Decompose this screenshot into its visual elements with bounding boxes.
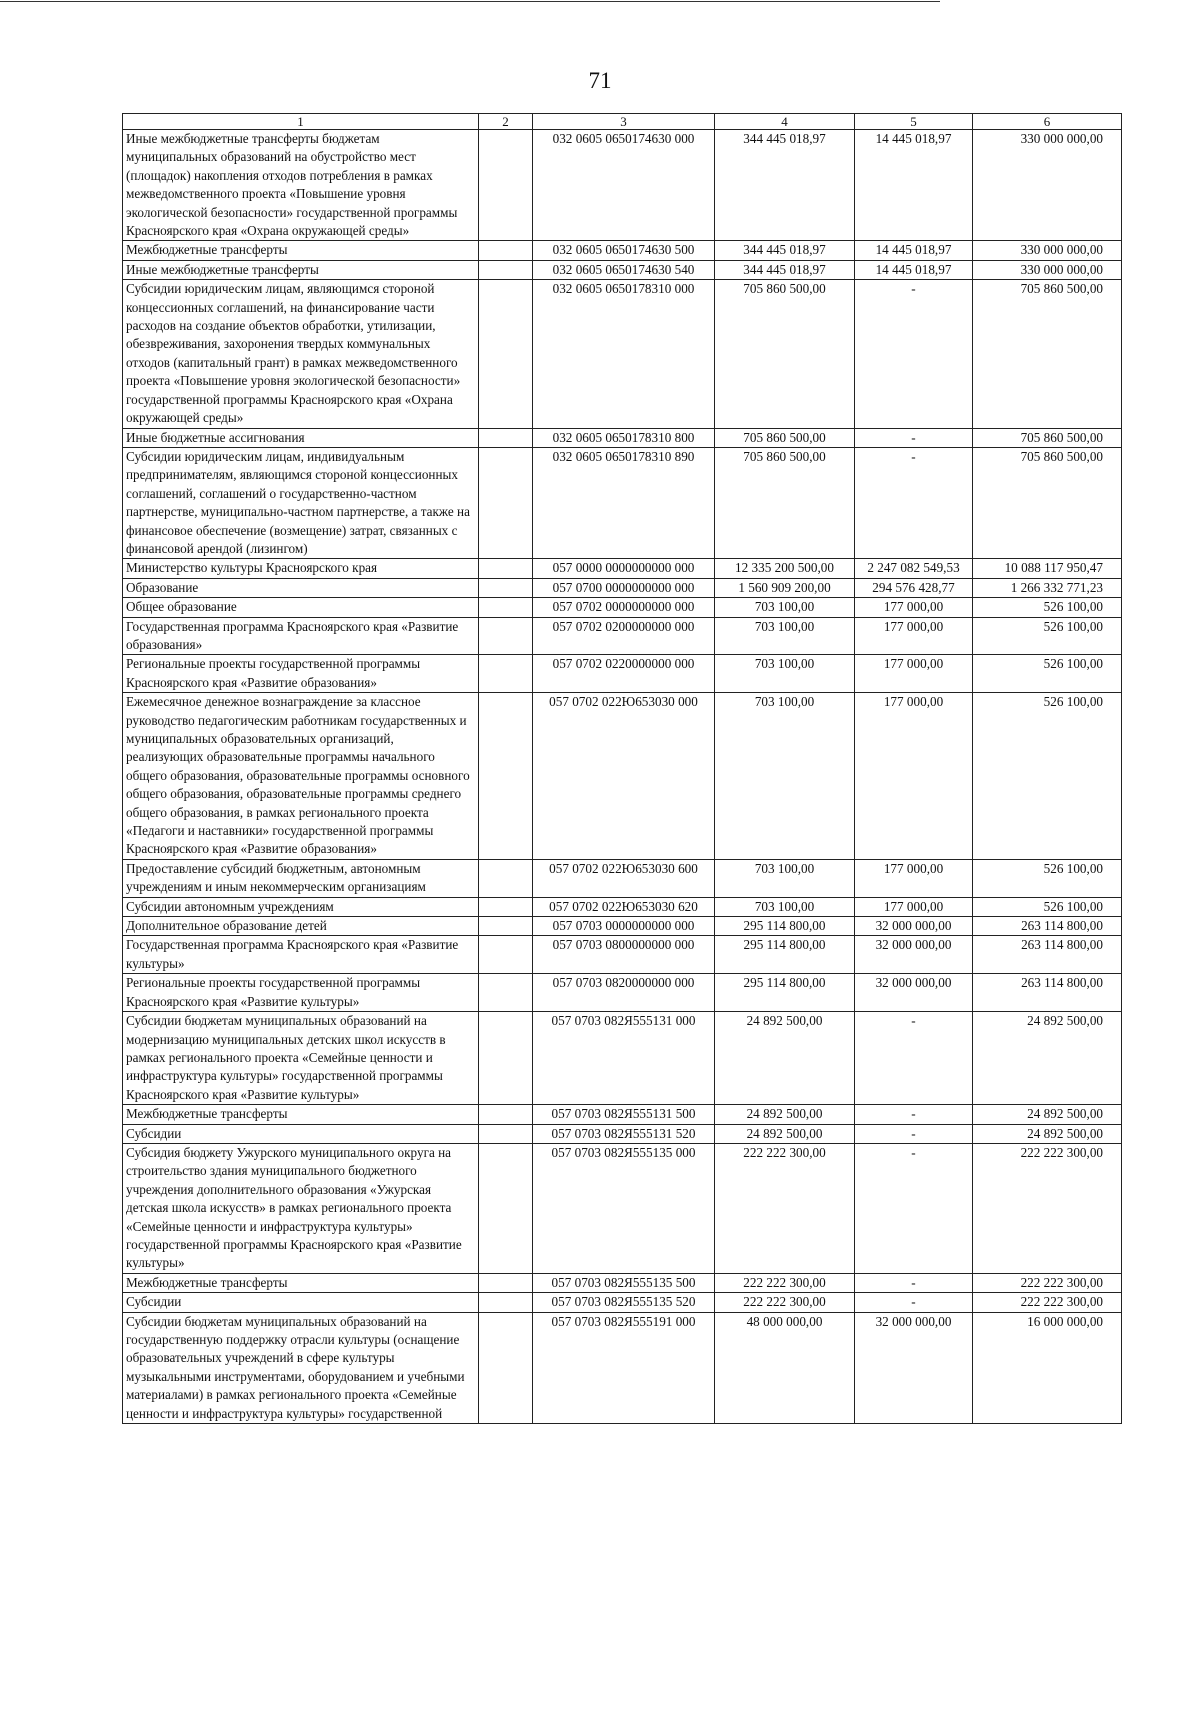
row-name-cell: Субсидии юридическим лицам, являющимся стороной концессионных соглашений, на финансирование части расходов на создание объектов обработки, утилизации, обезвреживания, захоронения твердых коммунальных отходов (капитальный грант) в рамках межведомственного проекта «Повышение уровня экологической безопасности» государственной программы Красноярского края «Охрана окружающей среды» bbox=[123, 280, 479, 428]
row-value-col6: 526 100,00 bbox=[973, 598, 1122, 617]
row-col2-cell bbox=[479, 428, 533, 447]
row-value-col4: 705 860 500,00 bbox=[715, 280, 855, 428]
row-code-cell: 057 0703 0820000000 000 bbox=[533, 974, 715, 1012]
row-col2-cell bbox=[479, 1273, 533, 1292]
row-name-cell: Субсидии бюджетам муниципальных образований на государственную поддержку отрасли культуры (оснащение образовательных учреждений в сфере культуры музыкальными инструментами, оборудованием и учебными материалами) в рамках регионального проекта «Семейные ценности и инфраструктура культуры» государственной bbox=[123, 1312, 479, 1423]
row-name-cell: Образование bbox=[123, 578, 479, 597]
row-value-col6: 263 114 800,00 bbox=[973, 974, 1122, 1012]
row-col2-cell bbox=[479, 897, 533, 916]
column-number: 4 bbox=[715, 114, 855, 130]
column-number: 5 bbox=[855, 114, 973, 130]
row-col2-cell bbox=[479, 936, 533, 974]
row-code-cell: 032 0605 0650178310 000 bbox=[533, 280, 715, 428]
row-value-col5: - bbox=[855, 447, 973, 558]
column-number: 1 bbox=[123, 114, 479, 130]
row-col2-cell bbox=[479, 578, 533, 597]
row-value-col5: 177 000,00 bbox=[855, 897, 973, 916]
row-value-col6: 263 114 800,00 bbox=[973, 936, 1122, 974]
row-value-col4: 24 892 500,00 bbox=[715, 1012, 855, 1105]
row-col2-cell bbox=[479, 280, 533, 428]
column-number: 3 bbox=[533, 114, 715, 130]
row-name-cell: Межбюджетные трансферты bbox=[123, 1273, 479, 1292]
row-col2-cell bbox=[479, 859, 533, 897]
row-value-col6: 526 100,00 bbox=[973, 897, 1122, 916]
row-value-col4: 703 100,00 bbox=[715, 598, 855, 617]
row-col2-cell bbox=[479, 693, 533, 860]
row-value-col4: 705 860 500,00 bbox=[715, 447, 855, 558]
table-row bbox=[123, 598, 1122, 617]
row-value-col4: 703 100,00 bbox=[715, 859, 855, 897]
row-value-col5: 32 000 000,00 bbox=[855, 936, 973, 974]
page-number: 71 bbox=[588, 68, 612, 93]
table-row bbox=[123, 1124, 1122, 1143]
column-number: 2 bbox=[479, 114, 533, 130]
table-row bbox=[123, 1143, 1122, 1273]
table-row bbox=[123, 897, 1122, 916]
row-name-cell: Субсидия бюджету Ужурского муниципального округа на строительство здания муниципального бюджетного учреждения дополнительного образования «Ужурская детская школа искусств» в рамках регионального проекта «Семейные ценности и инфраструктура культуры» государственной программы Красноярского края «Развитие культуры» bbox=[123, 1143, 479, 1273]
row-value-col5: - bbox=[855, 1012, 973, 1105]
row-value-col5: - bbox=[855, 280, 973, 428]
table-row bbox=[123, 859, 1122, 897]
row-code-cell: 057 0703 082Я555191 000 bbox=[533, 1312, 715, 1423]
row-code-cell: 057 0702 0220000000 000 bbox=[533, 655, 715, 693]
row-value-col6: 10 088 117 950,47 bbox=[973, 559, 1122, 578]
row-col2-cell bbox=[479, 1312, 533, 1423]
row-value-col4: 344 445 018,97 bbox=[715, 260, 855, 279]
row-value-col5: 32 000 000,00 bbox=[855, 974, 973, 1012]
table-row bbox=[123, 1312, 1122, 1423]
column-number-row bbox=[123, 114, 1122, 130]
row-code-cell: 057 0703 0000000000 000 bbox=[533, 917, 715, 936]
row-name-cell: Иные межбюджетные трансферты bbox=[123, 260, 479, 279]
row-value-col6: 705 860 500,00 bbox=[973, 447, 1122, 558]
row-value-col6: 705 860 500,00 bbox=[973, 280, 1122, 428]
row-name-cell: Межбюджетные трансферты bbox=[123, 241, 479, 260]
table-row bbox=[123, 260, 1122, 279]
row-value-col4: 703 100,00 bbox=[715, 617, 855, 655]
table-row bbox=[123, 428, 1122, 447]
row-value-col5: 294 576 428,77 bbox=[855, 578, 973, 597]
table-row bbox=[123, 559, 1122, 578]
row-value-col6: 24 892 500,00 bbox=[973, 1012, 1122, 1105]
row-value-col4: 222 222 300,00 bbox=[715, 1273, 855, 1292]
row-value-col4: 12 335 200 500,00 bbox=[715, 559, 855, 578]
row-code-cell: 032 0605 0650174630 500 bbox=[533, 241, 715, 260]
row-value-col5: 14 445 018,97 bbox=[855, 241, 973, 260]
row-name-cell: Государственная программа Красноярского края «Развитие культуры» bbox=[123, 936, 479, 974]
table-row bbox=[123, 130, 1122, 241]
row-value-col4: 24 892 500,00 bbox=[715, 1124, 855, 1143]
row-value-col4: 24 892 500,00 bbox=[715, 1105, 855, 1124]
table-row bbox=[123, 1105, 1122, 1124]
row-col2-cell bbox=[479, 1293, 533, 1312]
row-code-cell: 057 0700 0000000000 000 bbox=[533, 578, 715, 597]
row-value-col4: 222 222 300,00 bbox=[715, 1143, 855, 1273]
row-value-col6: 24 892 500,00 bbox=[973, 1105, 1122, 1124]
row-code-cell: 057 0000 0000000000 000 bbox=[533, 559, 715, 578]
row-col2-cell bbox=[479, 559, 533, 578]
row-col2-cell bbox=[479, 130, 533, 241]
table-row bbox=[123, 1273, 1122, 1292]
row-value-col4: 344 445 018,97 bbox=[715, 241, 855, 260]
row-value-col4: 295 114 800,00 bbox=[715, 974, 855, 1012]
row-value-col5: - bbox=[855, 1143, 973, 1273]
row-col2-cell bbox=[479, 974, 533, 1012]
row-value-col6: 330 000 000,00 bbox=[973, 260, 1122, 279]
row-value-col4: 703 100,00 bbox=[715, 897, 855, 916]
row-value-col6: 222 222 300,00 bbox=[973, 1143, 1122, 1273]
row-col2-cell bbox=[479, 1143, 533, 1273]
row-code-cell: 057 0703 082Я555131 520 bbox=[533, 1124, 715, 1143]
row-value-col5: 177 000,00 bbox=[855, 859, 973, 897]
row-name-cell: Предоставление субсидий бюджетным, автономным учреждениям и иным некоммерческим организациям bbox=[123, 859, 479, 897]
row-name-cell: Региональные проекты государственной программы Красноярского края «Развитие образования» bbox=[123, 655, 479, 693]
row-value-col5: - bbox=[855, 1124, 973, 1143]
row-value-col4: 705 860 500,00 bbox=[715, 428, 855, 447]
row-col2-cell bbox=[479, 917, 533, 936]
row-code-cell: 057 0703 082Я555135 000 bbox=[533, 1143, 715, 1273]
row-name-cell: Субсидии bbox=[123, 1293, 479, 1312]
row-name-cell: Межбюджетные трансферты bbox=[123, 1105, 479, 1124]
row-value-col4: 222 222 300,00 bbox=[715, 1293, 855, 1312]
row-value-col6: 24 892 500,00 bbox=[973, 1124, 1122, 1143]
row-value-col5: - bbox=[855, 1293, 973, 1312]
table-row bbox=[123, 936, 1122, 974]
row-value-col4: 703 100,00 bbox=[715, 655, 855, 693]
row-value-col5: 177 000,00 bbox=[855, 655, 973, 693]
row-value-col5: 32 000 000,00 bbox=[855, 1312, 973, 1423]
table-row bbox=[123, 241, 1122, 260]
row-value-col6: 263 114 800,00 bbox=[973, 917, 1122, 936]
row-value-col5: - bbox=[855, 1105, 973, 1124]
row-code-cell: 057 0703 082Я555131 000 bbox=[533, 1012, 715, 1105]
column-number: 6 bbox=[973, 114, 1122, 130]
row-value-col4: 1 560 909 200,00 bbox=[715, 578, 855, 597]
row-value-col5: - bbox=[855, 428, 973, 447]
row-col2-cell bbox=[479, 260, 533, 279]
table-row bbox=[123, 447, 1122, 558]
row-code-cell: 057 0702 022Ю653030 000 bbox=[533, 693, 715, 860]
row-code-cell: 032 0605 0650174630 540 bbox=[533, 260, 715, 279]
row-name-cell: Иные бюджетные ассигнования bbox=[123, 428, 479, 447]
row-name-cell: Субсидии бюджетам муниципальных образований на модернизацию муниципальных детских школ искусств в рамках регионального проекта «Семейные ценности и инфраструктура культуры» государственной программы Красноярского края «Развитие культуры» bbox=[123, 1012, 479, 1105]
row-value-col4: 295 114 800,00 bbox=[715, 917, 855, 936]
row-code-cell: 032 0605 0650178310 890 bbox=[533, 447, 715, 558]
row-name-cell: Субсидии bbox=[123, 1124, 479, 1143]
row-col2-cell bbox=[479, 447, 533, 558]
row-col2-cell bbox=[479, 655, 533, 693]
row-name-cell: Иные межбюджетные трансферты бюджетам муниципальных образований на обустройство мест (площадок) накопления отходов потребления в рамках межведомственного проекта «Повышение уровня экологической безопасности» государственной программы Красноярского края «Охрана окружающей среды» bbox=[123, 130, 479, 241]
budget-table bbox=[122, 113, 1122, 1424]
row-value-col5: 177 000,00 bbox=[855, 598, 973, 617]
row-col2-cell bbox=[479, 617, 533, 655]
row-name-cell: Министерство культуры Красноярского края bbox=[123, 559, 479, 578]
table-row bbox=[123, 655, 1122, 693]
table-row bbox=[123, 280, 1122, 428]
table-row bbox=[123, 617, 1122, 655]
row-value-col6: 526 100,00 bbox=[973, 655, 1122, 693]
row-code-cell: 057 0702 0000000000 000 bbox=[533, 598, 715, 617]
row-name-cell: Государственная программа Красноярского края «Развитие образования» bbox=[123, 617, 479, 655]
row-value-col5: 177 000,00 bbox=[855, 617, 973, 655]
row-col2-cell bbox=[479, 1105, 533, 1124]
row-value-col4: 295 114 800,00 bbox=[715, 936, 855, 974]
row-value-col5: 177 000,00 bbox=[855, 693, 973, 860]
row-value-col6: 526 100,00 bbox=[973, 693, 1122, 860]
row-value-col6: 1 266 332 771,23 bbox=[973, 578, 1122, 597]
row-name-cell: Дополнительное образование детей bbox=[123, 917, 479, 936]
table-row bbox=[123, 578, 1122, 597]
row-value-col5: 32 000 000,00 bbox=[855, 917, 973, 936]
row-col2-cell bbox=[479, 1124, 533, 1143]
row-value-col5: 14 445 018,97 bbox=[855, 130, 973, 241]
row-col2-cell bbox=[479, 241, 533, 260]
row-name-cell: Субсидии автономным учреждениям bbox=[123, 897, 479, 916]
row-value-col6: 705 860 500,00 bbox=[973, 428, 1122, 447]
row-name-cell: Ежемесячное денежное вознаграждение за классное руководство педагогическим работникам государственных и муниципальных образовательных организаций, реализующих образовательные программы начального общего образования, образовательные программы основного общего образования, образовательные программы среднего общего образования, в рамках регионального проекта «Педагоги и наставники» государственной программы Красноярского края «Развитие образования» bbox=[123, 693, 479, 860]
row-value-col6: 330 000 000,00 bbox=[973, 130, 1122, 241]
table-row bbox=[123, 974, 1122, 1012]
row-code-cell: 057 0703 082Я555135 500 bbox=[533, 1273, 715, 1292]
table-row bbox=[123, 1293, 1122, 1312]
row-code-cell: 032 0605 0650178310 800 bbox=[533, 428, 715, 447]
row-value-col5: - bbox=[855, 1273, 973, 1292]
row-col2-cell bbox=[479, 598, 533, 617]
row-value-col6: 222 222 300,00 bbox=[973, 1293, 1122, 1312]
row-name-cell: Общее образование bbox=[123, 598, 479, 617]
scan-top-border bbox=[0, 1, 940, 2]
row-col2-cell bbox=[479, 1012, 533, 1105]
row-value-col5: 2 247 082 549,53 bbox=[855, 559, 973, 578]
row-value-col4: 703 100,00 bbox=[715, 693, 855, 860]
row-code-cell: 032 0605 0650174630 000 bbox=[533, 130, 715, 241]
row-name-cell: Субсидии юридическим лицам, индивидуальным предпринимателям, являющимся стороной концессионных соглашений, соглашений о государственно-частном партнерстве, муниципально-частном партнерстве, а также на финансовое обеспечение (возмещение) затрат, связанных с финансовой арендой (лизингом) bbox=[123, 447, 479, 558]
row-name-cell: Региональные проекты государственной программы Красноярского края «Развитие культуры» bbox=[123, 974, 479, 1012]
row-value-col6: 330 000 000,00 bbox=[973, 241, 1122, 260]
row-code-cell: 057 0702 022Ю653030 600 bbox=[533, 859, 715, 897]
row-value-col4: 344 445 018,97 bbox=[715, 130, 855, 241]
row-code-cell: 057 0703 082Я555135 520 bbox=[533, 1293, 715, 1312]
row-value-col5: 14 445 018,97 bbox=[855, 260, 973, 279]
table-row bbox=[123, 917, 1122, 936]
row-code-cell: 057 0702 0200000000 000 bbox=[533, 617, 715, 655]
row-value-col6: 222 222 300,00 bbox=[973, 1273, 1122, 1292]
row-code-cell: 057 0703 082Я555131 500 bbox=[533, 1105, 715, 1124]
table-row bbox=[123, 1012, 1122, 1105]
row-value-col6: 526 100,00 bbox=[973, 859, 1122, 897]
row-value-col6: 526 100,00 bbox=[973, 617, 1122, 655]
table-row bbox=[123, 693, 1122, 860]
row-value-col6: 16 000 000,00 bbox=[973, 1312, 1122, 1423]
row-code-cell: 057 0703 0800000000 000 bbox=[533, 936, 715, 974]
row-value-col4: 48 000 000,00 bbox=[715, 1312, 855, 1423]
row-code-cell: 057 0702 022Ю653030 620 bbox=[533, 897, 715, 916]
